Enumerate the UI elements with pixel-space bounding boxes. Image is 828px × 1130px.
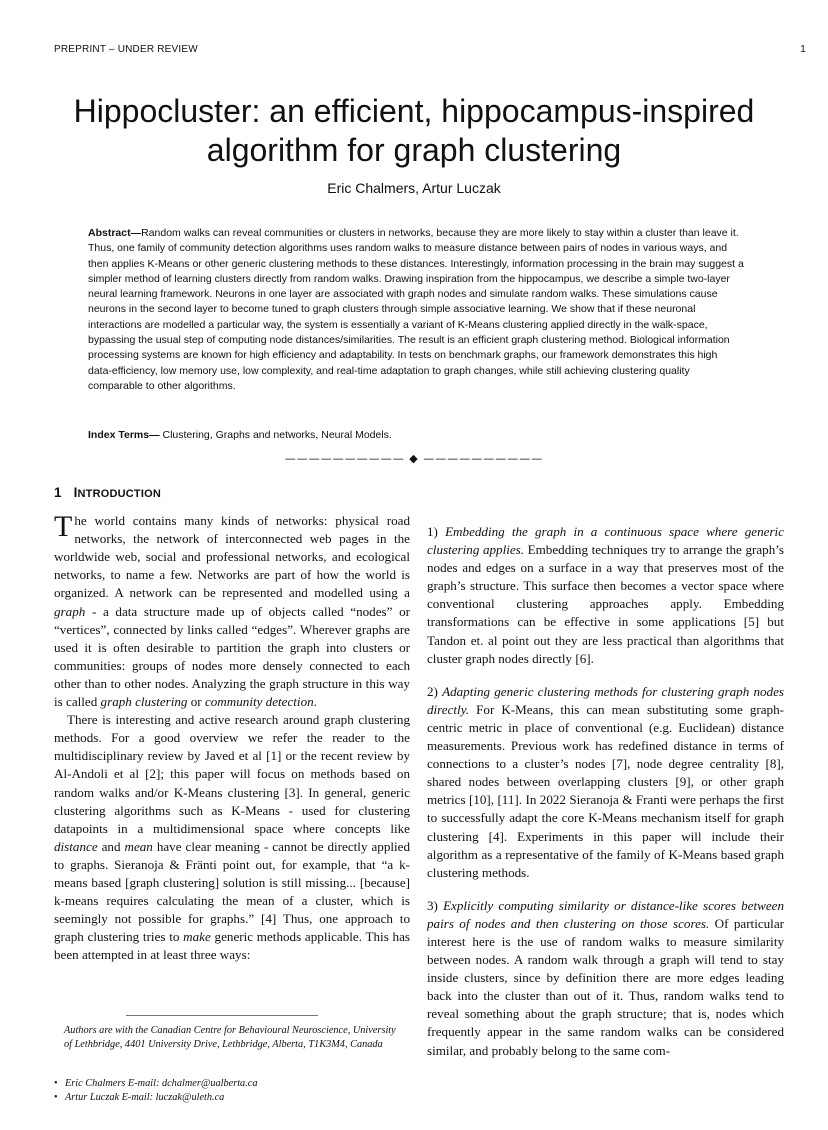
list-item-title: Embedding the graph in a continuous space where generic clustering applies. xyxy=(427,524,784,558)
abstract-label: Abstract— xyxy=(88,227,142,239)
running-head xyxy=(54,44,806,55)
email-item xyxy=(54,1091,404,1105)
list-number: 3) xyxy=(427,897,444,913)
email-text: Artur Luczak E-mail: luczak@uleth.ca xyxy=(65,1092,225,1103)
emphasis: graph xyxy=(54,603,86,619)
section-heading xyxy=(54,484,410,503)
right-column xyxy=(427,523,784,1060)
emphasis: graph clustering xyxy=(100,694,188,710)
abstract xyxy=(88,226,744,394)
paper-title: Hippocluster: an efficient, hippocampus-inspired algorithm for graph clustering xyxy=(73,93,755,168)
intro-paragraph-2 xyxy=(54,711,410,964)
emphasis: distance xyxy=(54,838,98,854)
list-item-3 xyxy=(427,897,784,1060)
list-item-1 xyxy=(427,523,784,668)
paper-authors: Eric Chalmers, Artur Luczak xyxy=(327,180,501,196)
emphasis: mean xyxy=(124,838,153,854)
list-item-text: Of particular interest here is the use of random walks to measure similarity between nodes. A random walk through a graph will tend to stay inside clusters, since by definition there are more edges leading back into the cluster than out of it. Thus, random walks tend to reveal something about the graph structure; that is, nodes which frequently appear in the same random walks can be considered similar, and probably belong to the same com- xyxy=(427,915,784,1058)
list-item-text: Embedding techniques try to arrange the graph’s nodes and edges on a surface in a way that preserves most of the graph’s structure. This surface then becomes a vector space where conventional clustering approaches apply. Embedding transformations can be effective in some applications [5] but Tandon et. al point out they are less practical than algorithms that cluster graph nodes directly [6]. xyxy=(427,542,784,666)
intro-paragraph-1 xyxy=(54,512,410,711)
index-terms xyxy=(88,428,744,443)
author-emails xyxy=(54,1077,404,1105)
list-number: 1) xyxy=(427,524,446,539)
text-run: - a data structure made up of objects called “nodes” or “vertices”, connected by links called “edges”. Wherever graphs are used it is often desirable to partition the graph into clusters or communities: groups of nodes more densely connected to each other than to other nodes. Analyzing the graph structure in this way is called xyxy=(54,603,410,710)
text-run: or xyxy=(187,694,205,710)
left-column xyxy=(54,484,410,964)
email-text: Eric Chalmers E-mail: dchalmer@ualberta.ca xyxy=(65,1078,258,1089)
running-head-label: PREPRINT – UNDER REVIEW xyxy=(54,44,198,55)
text-run: . xyxy=(313,694,317,710)
text-run: generic methods applicable. This has been attempted in at least three ways: xyxy=(54,929,410,963)
index-terms-label: Index Terms— xyxy=(88,429,160,441)
text-run: have clear meaning - cannot be directly applied to graphs. Sieranoja & Fränti point out, for example, that “a k-means based [graph clustering] solution is still missing... [because] k-means requires calculating the mean of a cluster, which is seemingly not possible for graphs.” [4] Thus, one approach to graph clustering tries to xyxy=(54,838,410,945)
list-number: 2) xyxy=(427,683,443,699)
list-item-2 xyxy=(427,683,784,882)
section-title-initial: I xyxy=(73,485,78,500)
list-item-text: For K-Means, this can mean substituting some graph-centric metric in place of conventional (e.g. Euclidean) distance measurements. Previous work has redefined distance in terms of connections to a cluster’s nodes [7], node degree centrality [8], shared nodes between overlapping clusters [9], or other graph metrics [10], [11]. In 2022 Sieranoja & Franti were perhaps the first to successfully adapt the core K-Means mechanism itself for graph clustering [4]. Experiments in this paper will include their algorithm as a representative of the family of K-Means based graph clustering methods. xyxy=(427,701,784,880)
index-terms-text: Clustering, Graphs and networks, Neural Models. xyxy=(159,429,392,441)
text-run: There is interesting and active research around graph clustering methods. For a good overview we refer the reader to the multidisciplinary review by Javed et al [1] or the recent review by Al-Andoli et al [2]; this paper will focus on methods based on random walks and/or K-Means clustering [3]. In general, generic clustering algorithms such as K-Means - used for clustering datapoints in a multidimensional space where concepts like xyxy=(54,712,410,836)
email-item xyxy=(54,1077,404,1091)
drop-cap: T xyxy=(54,510,73,544)
abstract-text: Random walks can reveal communities or clusters in networks, because they are more likely to stay within a cluster than leave it. Thus, one family of community detection algorithms uses random walks to measure distance between pairs of nodes in various ways, and then applies K-Means or other generic clustering methods to these distances. Interestingly, information processing in the brain may suggest a simpler method of learning clusters directly from random walks. Drawing inspiration from the hippocampus, we describe a simple two-layer neural learning framework. Neurons in one layer are associated with graph nodes and simulate random walks. These simulations cause neurons in the second layer to become tuned to graph clusters through simple associative learning. We show that if these neuronal interactions are modelled a particular way, the system is essentially a variant of K-Means clustering applied directly in the walk-space, bypassing the usual step of computing node distances/similarities. The result is an efficient graph clustering method. Biological information processing systems are known for high efficiency and adaptability. In tests on benchmark graphs, our framework demonstrates this high data-efficiency, low memory use, low complexity, and real-time adaptation to graph changes, while still achieving clustering quality comparable to other algorithms. xyxy=(88,227,744,392)
section-number: 1 xyxy=(54,485,62,500)
emphasis: make xyxy=(183,929,211,945)
section-title-rest: NTRODUCTION xyxy=(77,488,162,500)
section-divider: —————————— ◆ —————————— xyxy=(284,452,544,465)
page-number: 1 xyxy=(800,44,806,55)
list-item-title: Adapting generic clustering methods for clustering graph nodes directly. xyxy=(427,683,784,717)
emphasis: community detection xyxy=(204,694,314,710)
text-run: he world contains many kinds of networks: physical road networks, the network of interconnected web pages in the worldwide web, social and professional networks, and ecological networks, to name a few. Networks are part of how the world is organized. A network can be represented and modelled using a xyxy=(54,513,410,601)
bullet: • xyxy=(54,1078,58,1089)
footnote-rule xyxy=(126,1015,318,1016)
bullet: • xyxy=(54,1092,58,1103)
text-run: and xyxy=(97,838,125,854)
list-item-title: Explicitly computing similarity or distance-like scores between pairs of nodes and then clustering on those scores. xyxy=(427,897,784,931)
footnote-affiliation: Authors are with the Canadian Centre for Behavioural Neuroscience, University of Lethbridge, 4401 University Drive, Lethbridge, Alberta, T1K3M4, Canada xyxy=(64,1025,396,1050)
